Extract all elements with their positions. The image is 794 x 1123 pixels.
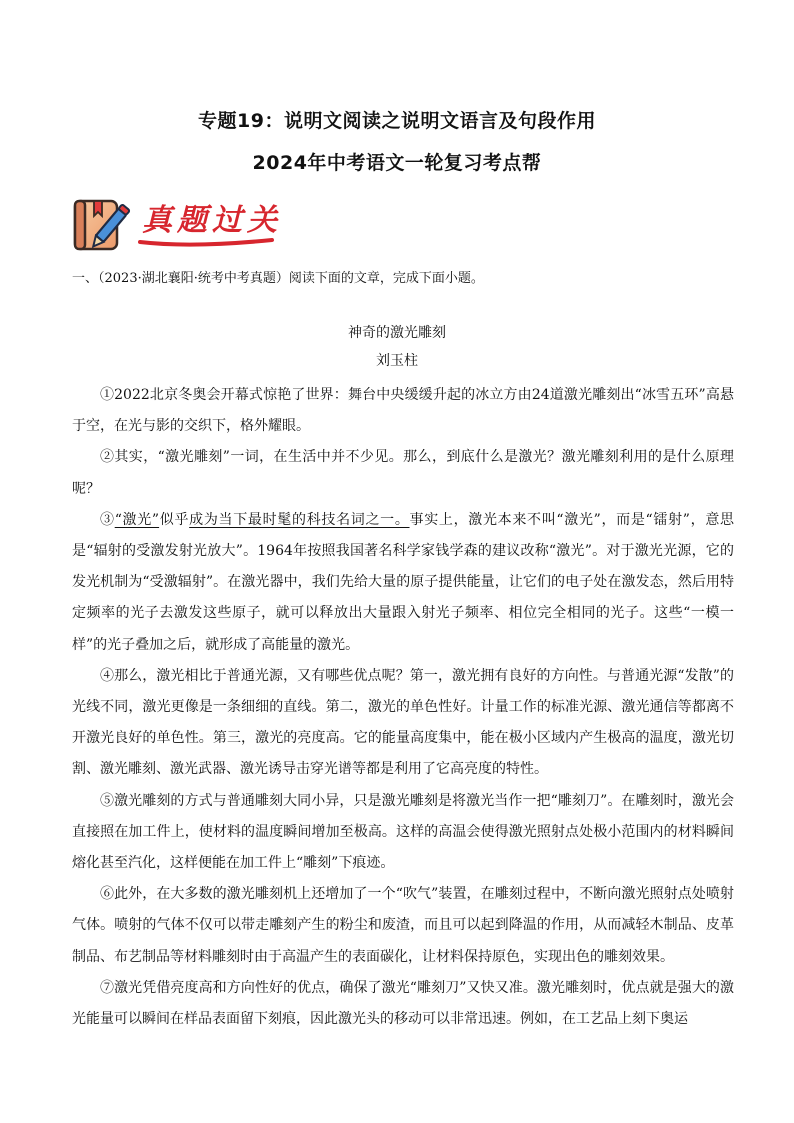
article-author: 刘玉柱 [376, 353, 418, 369]
paragraph-7: ⑦激光凭借亮度高和方向性好的优点，确保了激光“雕刻刀”又快又准。激光雕刻时，优点就是强大的激光能量可以瞬间在样品表面留下刻痕，因此激光头的移动可以非常迅速。例如，在工艺品上刻下奥运 [72, 979, 734, 1028]
question-line [72, 268, 732, 290]
paragraph-3-rest: 事实上，激光本来不叫“激光”，而是“镭射”，意思是“辐射的受激发射光放大”。1964年按照我国著名科学家钱学森的建议改称“激光”。对于激光光源，它的发光机制为“受激辐射”。在激光器中，我们先给大量的原子提供能量，让它们的电子处在激发态，然后用特定频率的光子去激发这些原子，就可以释放出大量跟入射光子频率、相位完全相同的光子。这些“一模一样”的光子叠加之后，就形成了高能量的激光。 [72, 511, 735, 653]
paragraph-5: ⑤激光雕刻的方式与普通雕刻大同小异，只是激光雕刻是将激光当作一把“雕刻刀”。在雕刻时，激光会直接照在加工件上，使材料的温度瞬间增加至极高。这样的高温会使得激光照射点处极小范围内的材料瞬间熔化甚至汽化，这样便能在加工件上“雕刻”下痕迹。 [72, 792, 734, 872]
underlined-phrase: 成为当下最时髦的科技名词之一。 [189, 511, 410, 528]
paragraph-2: ②其实，“激光雕刻”一词，在生活中并不少见。那么，到底什么是激光？激光雕刻利用的是什么原理呢？ [72, 449, 734, 497]
page-title: 专题19：说明文阅读之说明文语言及句段作用 [198, 110, 596, 132]
page-subtitle: 2024年中考语文一轮复习考点帮 [252, 152, 542, 174]
paragraph-3 [72, 505, 734, 661]
section-banner [72, 198, 282, 252]
paragraph-4: ④那么，激光相比于普通光源，又有哪些优点呢？第一，激光拥有良好的方向性。与普通光源“发散”的光线不同，激光更像是一条细细的直线。第二，激光的单色性好。计量工作的标准光源、激光通信等都离不开激光良好的单色性。第三，激光的亮度高。它的能量高度集中，能在极小区域内产生极高的温度，激光切割、激光雕刻、激光武器、激光诱导击穿光谱等都是利用了它高亮度的特性。 [72, 667, 734, 778]
banner-label: 真题过关 [142, 203, 282, 238]
question-number: 一、 [72, 271, 99, 286]
article-title: 神奇的激光雕刻 [348, 325, 446, 341]
paragraph-3-word: 似乎 [159, 511, 190, 528]
underlined-term: “激光” [114, 511, 160, 528]
paragraph-1: ①2022北京冬奥会开幕式惊艳了世界：舞台中央缓缓升起的冰立方由24道激光雕刻出“冰雪五环”高悬于空，在光与影的交织下，格外耀眼。 [72, 387, 734, 435]
question-text: （2023·湖北襄阳·统考中考真题）阅读下面的文章，完成下面小题。 [98, 271, 484, 286]
paragraph-3-number: ③ [100, 511, 115, 528]
article-body [72, 380, 734, 1035]
paragraph-6: ⑥此外，在大多数的激光雕刻机上还增加了一个“吹气”装置，在雕刻过程中，不断向激光照射点处喷射气体。喷射的气体不仅可以带走雕刻产生的粉尘和废渣，而且可以起到降温的作用，从而减轻木制品、皮革制品、布艺制品等材料雕刻时由于高温产生的表面碳化，让材料保持原色，实现出色的雕刻效果。 [72, 886, 734, 965]
